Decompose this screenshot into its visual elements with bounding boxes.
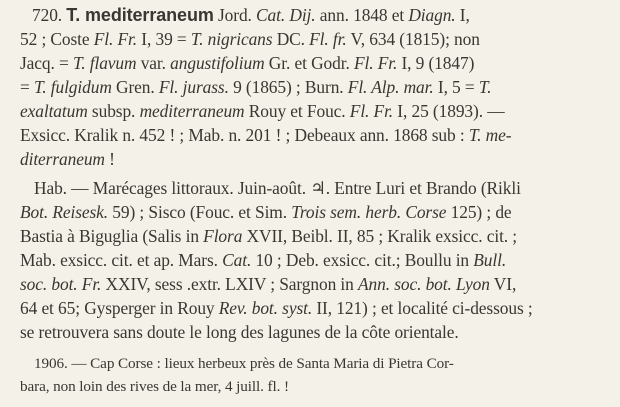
italic-ref: Bull.: [473, 250, 507, 270]
text: 52 ; Coste: [20, 29, 94, 49]
italic-ref: Flora: [203, 226, 243, 246]
text: Hab. — Marécages littoraux. Juin-août.: [34, 178, 311, 198]
italic-ref: Cat.: [222, 250, 252, 270]
text: XXIV, sess .extr. LXIV ; Sargnon in: [101, 274, 358, 294]
text: 10 ; Deb. exsicc. cit.; Boullu in: [251, 250, 474, 270]
habitat-line-5: [20, 272, 516, 296]
italic-ref: angustifolium: [170, 53, 265, 73]
entry-line-5: [20, 99, 505, 123]
text: =: [20, 77, 34, 97]
text: 125) ; de: [446, 202, 512, 222]
italic-ref: Diagn.: [408, 5, 456, 25]
text: VI,: [489, 274, 517, 294]
text: Exsicc. Kralik n. 452 ! ; Mab. n. 201 ! ; Debeaux ann. 1868 sub :: [20, 125, 469, 145]
entry-line-6: [20, 123, 511, 147]
italic-ref: Fl. Fr.: [353, 53, 398, 73]
text: Mab. exsicc. cit. et ap. Mars.: [20, 250, 223, 270]
habitat-line-1: [34, 176, 521, 200]
text: I, 5 =: [433, 77, 479, 97]
habitat-line-4: [20, 248, 506, 272]
text: I,: [455, 5, 470, 25]
text: Jacq. =: [20, 53, 73, 73]
text: DC.: [272, 29, 310, 49]
entry-line-2: [20, 27, 480, 51]
entry-line-4: [20, 75, 491, 99]
italic-ref: T. flavum: [72, 53, 137, 73]
italic-ref: soc. bot. Fr.: [20, 274, 102, 294]
italic-ref: Fl. jurass.: [158, 77, 229, 97]
taxon-name: T. mediterraneum: [66, 5, 214, 25]
perennial-symbol: ♃: [310, 178, 326, 198]
text: se retrouvera sans doute le long des lagunes de la côte orientale.: [20, 322, 459, 342]
italic-ref: T. me-: [468, 125, 512, 145]
italic-ref: T. nigricans: [190, 29, 273, 49]
habitat-line-7: [20, 320, 459, 344]
text: 9 (1865) ; Burn.: [228, 77, 348, 97]
text: I, 9 (1847): [397, 53, 475, 73]
italic-ref: T.: [478, 77, 492, 97]
text: Bastia à Biguglia (Salis in: [20, 226, 204, 246]
text: II, 121) ; et localité ci-dessous ;: [312, 298, 533, 318]
text: ann. 1848 et: [315, 5, 409, 25]
entry-line-3: [20, 51, 474, 75]
italic-ref: Cat. Dij.: [256, 5, 316, 25]
text: . Entre Luri et Brando (Rikli: [325, 178, 521, 198]
text: V, 634 (1815); non: [346, 29, 480, 49]
text: Jord.: [213, 5, 257, 25]
italic-ref: Fl. Alp. mar.: [347, 77, 434, 97]
italic-ref: Bot. Reisesk.: [20, 202, 109, 222]
record-line-1: [34, 352, 454, 376]
italic-ref: diterraneum: [20, 149, 105, 169]
italic-ref: mediterraneum: [139, 101, 245, 121]
text: I, 25 (1893). —: [393, 101, 505, 121]
record-line-2: [20, 375, 289, 399]
text: subsp.: [87, 101, 140, 121]
entry-line-7: [20, 147, 115, 171]
text: 59) ; Sisco (Fouc. et Sim.: [108, 202, 292, 222]
text: Gren.: [111, 77, 159, 97]
italic-ref: Rev. bot. syst.: [218, 298, 313, 318]
italic-ref: Trois sem. herb. Corse: [291, 202, 447, 222]
italic-ref: Ann. soc. bot. Lyon: [358, 274, 490, 294]
habitat-line-2: [20, 200, 512, 224]
text: XVII, Beibl. II, 85 ; Kralik exsicc. cit. ;: [242, 226, 518, 246]
text: var.: [136, 53, 171, 73]
habitat-line-6: [20, 296, 533, 320]
habitat-line-3: [20, 224, 517, 248]
text: Gr. et Godr.: [264, 53, 354, 73]
text: !: [104, 149, 115, 169]
italic-ref: Fl. fr.: [309, 29, 347, 49]
italic-ref: Fl. Fr.: [93, 29, 138, 49]
text: 64 et 65; Gysperger in Rouy: [20, 298, 219, 318]
text: bara, non loin des rives de la mer, 4 juill. fl. !: [20, 378, 289, 395]
text: I, 39 =: [137, 29, 191, 49]
italic-ref: T. fulgidum: [33, 77, 112, 97]
italic-ref: Fl. Fr.: [349, 101, 394, 121]
entry-number: 720.: [32, 5, 67, 25]
italic-ref: exaltatum: [20, 101, 88, 121]
text: Rouy et Fouc.: [244, 101, 350, 121]
entry-line-1: [32, 3, 470, 27]
text: 1906. — Cap Corse : lieux herbeux près de Santa Maria di Pietra Cor-: [34, 355, 454, 372]
